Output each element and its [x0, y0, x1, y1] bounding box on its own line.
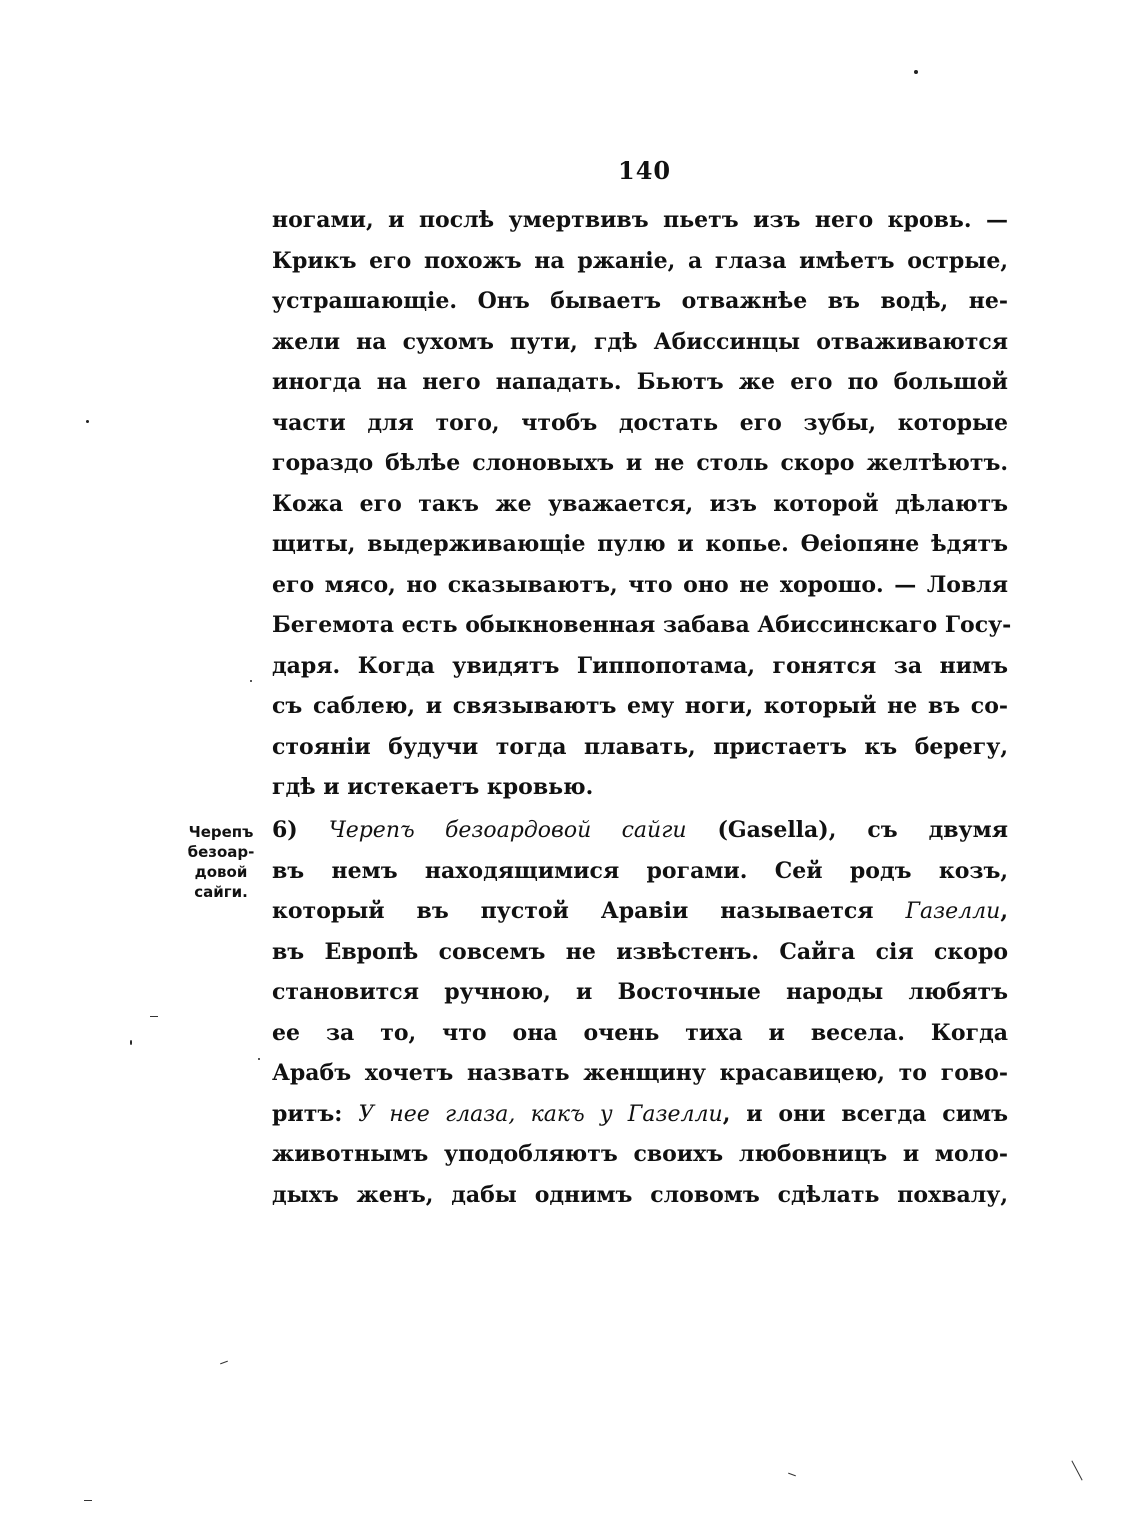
text-segment: Арабъ хочетъ назвать женщину красавицею, то гово-	[272, 1060, 1008, 1086]
text-segment: ритъ:	[272, 1100, 359, 1127]
text-line	[272, 608, 1012, 642]
text-segment: 6)	[272, 817, 329, 843]
text-segment: его мясо, но сказываютъ, что оно не хорошо. — Ловля	[272, 571, 1008, 598]
text-line	[272, 446, 1008, 480]
text-segment: гдѣ и истекаетъ кровью.	[272, 774, 594, 800]
text-segment: части для того, чтобъ достать его зубы, которые	[272, 409, 1008, 436]
margin-note	[178, 822, 264, 902]
text-line	[272, 568, 1008, 602]
margin-note-line: довой	[194, 863, 248, 881]
text-line	[272, 487, 1008, 521]
text-line	[272, 325, 1008, 359]
text-segment: въ Европѣ совсемъ не извѣстенъ. Сайга сія скоро	[272, 938, 1008, 965]
text-line	[272, 854, 1008, 888]
text-line	[272, 649, 1008, 683]
text-segment: даря. Когда увидятъ Гиппопотама, гонятся за нимъ	[272, 652, 1008, 679]
text-line	[272, 730, 1008, 764]
text-segment: ее за то, что она очень тиха и весела. Когда	[272, 1019, 1008, 1046]
text-segment: ногами, и послѣ умертвивъ пьетъ изъ него кровь. —	[272, 207, 1008, 233]
text-segment: стояніи будучи тогда плавать, пристаетъ къ берегу,	[272, 733, 1008, 760]
margin-note-line: Черепъ	[188, 823, 254, 841]
scan-scratch	[220, 1361, 228, 1365]
scan-speck	[130, 1040, 132, 1045]
text-line	[272, 1056, 1008, 1090]
text-line	[272, 527, 1008, 561]
text-line	[272, 1137, 1008, 1171]
page-number: 140	[618, 156, 672, 185]
text-line	[272, 975, 1008, 1009]
text-segment: щиты, выдерживающіе пулю и копье. Ѳеіопяне ѣдятъ	[272, 531, 1008, 557]
text-line	[272, 813, 1008, 847]
text-segment: жели на сухомъ пути, гдѣ Абиссинцы отваживаются	[272, 328, 1008, 355]
text-segment: который въ пустой Аравіи называется	[272, 898, 906, 924]
text-segment: , и они всегда симъ	[722, 1100, 1008, 1127]
text-segment: Бегемота есть обыкновенная забава Абиссинскаго Госу-	[272, 612, 1012, 638]
text-segment: Кожа его такъ же уважается, изъ которой дѣлаютъ	[272, 490, 1008, 517]
scan-speck	[86, 420, 89, 423]
text-segment: гораздо бѣлѣе слоновыхъ и не столь скоро желтѣютъ.	[272, 450, 1008, 476]
scan-speck	[914, 70, 918, 74]
scan-scratch	[150, 1016, 158, 1017]
text-segment: съ саблею, и связываютъ ему ноги, который не въ со-	[272, 693, 1008, 719]
text-line	[272, 770, 1008, 804]
text-line	[272, 203, 1008, 237]
margin-note-line: безоар-	[187, 843, 255, 861]
text-line	[272, 244, 1008, 278]
text-line	[272, 894, 1008, 928]
scan-speck	[258, 1058, 260, 1060]
scan-scratch	[788, 1473, 796, 1477]
italic-text: У нее глаза, какъ у Газелли	[358, 1101, 723, 1127]
text-segment: иногда на него нападать. Бьютъ же его по большой	[272, 369, 1008, 395]
text-segment: ,	[1000, 898, 1008, 924]
text-line	[272, 284, 1008, 318]
text-line	[272, 1178, 1008, 1212]
text-line	[272, 689, 1008, 723]
text-line	[272, 1097, 1008, 1131]
text-line	[272, 406, 1008, 440]
italic-text: Черепъ безоардовой сайги	[328, 818, 687, 843]
text-segment: устрашающіе. Онъ бываетъ отважнѣе въ водѣ, не-	[272, 288, 1008, 314]
scan-speck	[250, 680, 252, 682]
text-line	[272, 935, 1008, 969]
italic-text: Газелли	[905, 899, 1001, 924]
margin-note-line: сайги.	[194, 883, 248, 901]
text-segment: Крикъ его похожъ на ржаніе, а глаза имѣетъ острые,	[272, 247, 1008, 274]
text-segment: въ немъ находящимися рогами. Сей родъ козъ,	[272, 857, 1008, 884]
text-segment: становится ручною, и Восточные народы любятъ	[272, 979, 1008, 1005]
scan-scratch	[1071, 1461, 1082, 1481]
scan-scratch	[84, 1500, 92, 1501]
text-line	[272, 1016, 1008, 1050]
text-line	[272, 365, 1008, 399]
text-segment: дыхъ женъ, дабы однимъ словомъ сдѣлать похвалу,	[272, 1181, 1008, 1208]
text-segment: животнымъ уподобляютъ своихъ любовницъ и моло-	[272, 1141, 1008, 1167]
text-segment: (Gasella), съ двумя	[686, 817, 1008, 843]
